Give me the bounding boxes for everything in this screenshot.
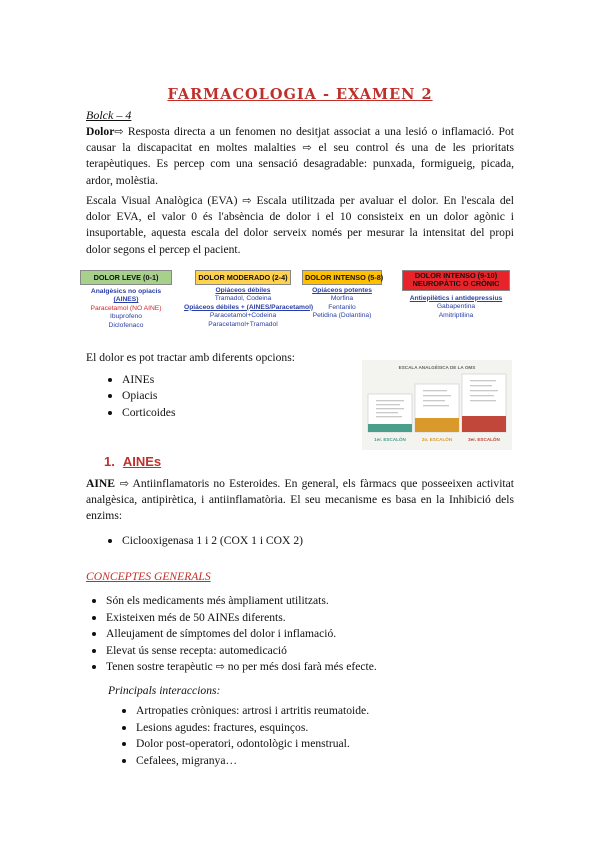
- arrow-right-icon: ⇨: [114, 125, 124, 138]
- list-item: Són els medicaments més àmpliament utilitzats.: [92, 593, 377, 610]
- stage-leve-title: Analgèsics no opiacis: [90, 288, 162, 295]
- aine-term: AINE: [86, 477, 115, 490]
- who-step-2-label: 2o. ESCALÓN: [421, 437, 453, 442]
- aine-definition: [86, 476, 514, 525]
- dolor-term: Dolor: [86, 125, 115, 138]
- list-item: Alleujament de símptomes del dolor i inflamació.: [92, 626, 377, 643]
- stage-neuropatico-title: Antiepilètics i antidepressius: [409, 294, 503, 302]
- list-item: Corticoides: [108, 405, 175, 421]
- stage-intenso-drug: Petidina (Dolantina): [312, 312, 372, 320]
- interactions-list: [122, 703, 369, 769]
- who-analgesic-ladder-figure: [362, 360, 512, 450]
- treatment-intro: El dolor es pot tractar amb diferents opcions:: [86, 351, 295, 364]
- aine-text: Antiinflamatoris no Esteroides. En general, els fàrmacs que posseeixen activitat analgèsica, antipirètica, i antiinflamatòria. El seu mecanisme es basa en la Inhibició dels enzims:: [86, 477, 514, 523]
- list-item: Ciclooxigenasa 1 i 2 (COX 1 i COX 2): [108, 533, 303, 549]
- section-title: AINEs: [122, 454, 162, 469]
- stage-neuropatico: [402, 270, 510, 320]
- stage-moderado-title: Opiáceos débiles: [215, 287, 271, 294]
- interactions-heading: Principals interaccions:: [108, 684, 221, 697]
- pain-scale: [80, 270, 540, 330]
- stage-neuropatico-drug: Amitriptilina: [438, 311, 474, 319]
- stage-neuropatico-header: DOLOR INTENSO (9-10): [414, 271, 498, 280]
- arrow-right-icon: ⇨: [215, 660, 225, 674]
- page-title: FARMACOLOGIA - EXAMEN 2: [167, 86, 433, 103]
- who-step-3-label: 3er. ESCALÓN: [468, 437, 500, 442]
- list-item: Lesions agudes: fractures, esquinços.: [122, 720, 369, 737]
- stage-moderado-drug: Paracetamol+Tramadol: [208, 320, 278, 328]
- stage-leve-header: DOLOR LEVE (0-1): [80, 270, 172, 285]
- section-heading-aines: [104, 454, 161, 469]
- stage-intenso-title: Opiáceos potentes: [312, 287, 372, 294]
- stage-moderado-drug: Tramadol, Codeina: [214, 295, 272, 303]
- dolor-text-a: Resposta directa a un fenomen no desitjat associat a una lesió o inflamació. Pot causar la discapacitat en moltes malalties: [86, 125, 514, 155]
- stage-moderado-drug: Paracetamol+Codeina: [209, 312, 277, 320]
- list-item: AINEs: [108, 372, 175, 388]
- list-item: Cefalees, migranya…: [122, 753, 369, 770]
- stage-leve-drug: Diclofenaco: [108, 321, 144, 329]
- block-label: Bolck – 4: [86, 108, 132, 122]
- list-item: Opiacis: [108, 388, 175, 404]
- treatment-list: [108, 372, 175, 421]
- section-number: 1.: [104, 454, 115, 469]
- concept-text-a: Tenen sostre terapèutic: [106, 660, 216, 674]
- list-item: Dolor post-operatori, odontològic i menstrual.: [122, 736, 369, 753]
- who-step-3-band: [462, 416, 506, 432]
- stage-leve-drug: Paracetamol (NO AINE): [90, 304, 162, 312]
- eva-definition: [86, 193, 514, 258]
- list-item: [92, 659, 377, 676]
- dolor-definition: [86, 124, 514, 189]
- stage-leve-drug: Ibuprofeno: [110, 313, 142, 321]
- enzyme-list: [108, 533, 303, 549]
- stage-intenso: [302, 270, 382, 321]
- eva-text-b: Escala utilitzada per avaluar el dolor. En l'escala del dolor EVA, el valor 0 és l'absència de dolor i el 10 consisteix en un dolor agònic i insuportable, aquesta escala del dolor serveix només per mesurar la intensitat del propi dolor segons el percep el pacient.: [86, 194, 514, 256]
- list-item: Existeixen més de 50 AINEs diferents.: [92, 610, 377, 627]
- stage-moderado-title-2: Opiáceos débiles + (AINES/Paracetamol): [184, 303, 314, 311]
- stage-intenso-header: DOLOR INTENSO (5-8): [302, 270, 382, 285]
- who-step-1-label: 1er. ESCALÓN: [374, 437, 406, 442]
- stage-moderado-header: DOLOR MODERADO (2-4): [195, 270, 291, 285]
- stage-leve: [80, 270, 172, 330]
- concepts-list: [92, 593, 377, 676]
- list-item: Artropaties cròniques: artrosi i artritis reumatoide.: [122, 703, 369, 720]
- who-figure-title: ESCALA ANALGÉSICA DE LA OMS: [398, 365, 476, 370]
- concept-text-b: no per més dosi farà més efecte.: [224, 660, 377, 674]
- list-item: Elevat ús sense recepta: automedicació: [92, 643, 377, 660]
- stage-neuropatico-header-2: NEUROPÀTIC O CRÒNIC: [412, 279, 500, 289]
- dolor-text-b: el seu control és una de les prioritats terapèutiques. Es percep com una sensació desagradable: punxada, formigueig, picada, ardor, molèstia.: [86, 141, 514, 187]
- stage-intenso-drug: Fentanilo: [328, 303, 356, 311]
- stage-neuropatico-drug: Gabapentina: [436, 303, 476, 311]
- arrow-right-icon: ⇨: [242, 194, 252, 207]
- who-step-2-band: [415, 418, 459, 432]
- stage-leve-title-2: (AINES): [113, 296, 139, 304]
- concepts-heading: CONCEPTES GENERALS: [86, 570, 211, 583]
- arrow-right-icon: ⇨: [115, 477, 129, 490]
- eva-text-a: Escala Visual Analògica (EVA): [86, 194, 243, 207]
- stage-moderado: [184, 270, 314, 329]
- arrow-right-icon: ⇨: [302, 141, 312, 155]
- who-step-1-band: [368, 424, 412, 432]
- stage-intenso-drug: Morfina: [330, 295, 354, 303]
